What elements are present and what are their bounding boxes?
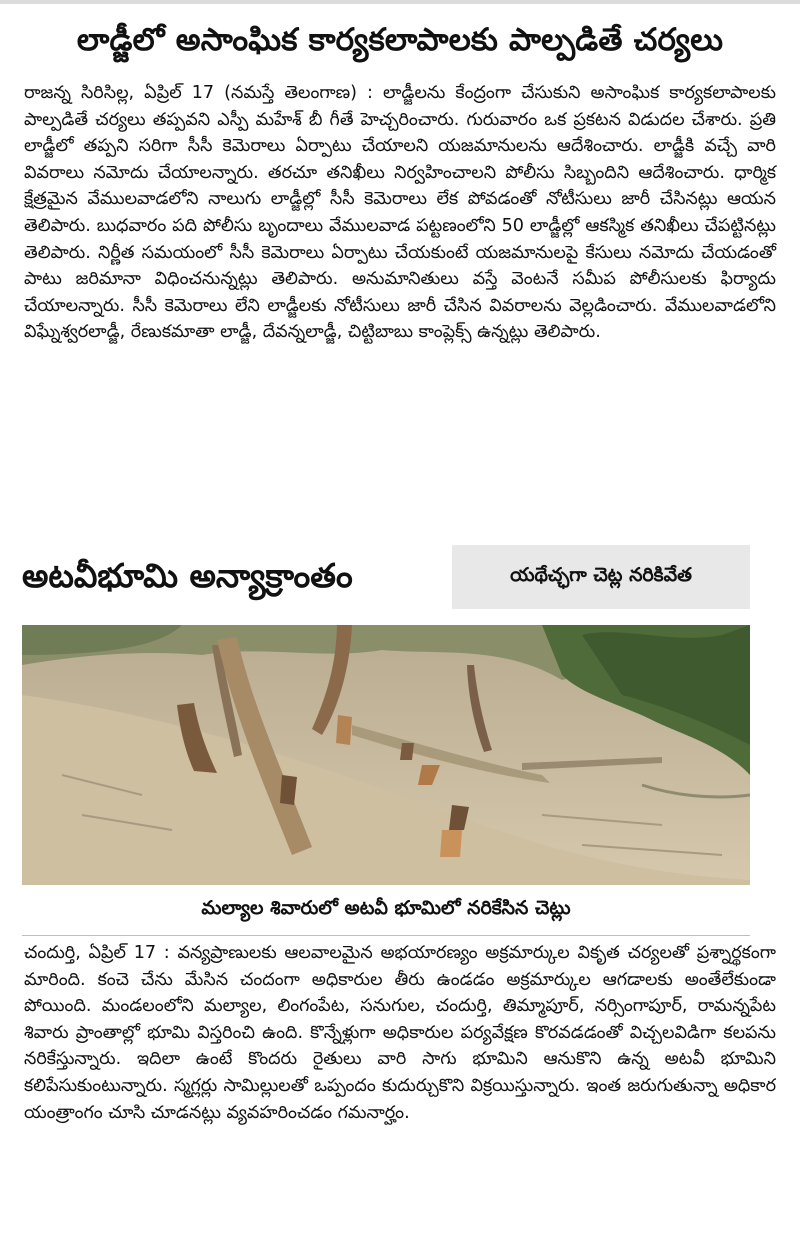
- article1-body: రాజన్న సిరిసిల్ల, ఏప్రిల్ 17 (నమస్తే తెలంగాణ) : లాడ్జీలను కేంద్రంగా చేసుకుని అసాంఘిక కార్యకలాపాలకు పాల్పడితే చర్యలు తప్పవని ఎస్పీ మహేశ్ బీ గీతే హెచ్చరించారు. గురువారం ఒక ప్రకటన విడుదల చేశారు. ప్రతి లాడ్జీలో తప్పని సరిగా సీసీ కెమెరాలు ఏర్పాటు చేయాలని యజమానులను ఆదేశించారు. లాడ్జీకి వచ్చే వారి వివరాలు నమోదు చేయాలన్నారు. తరచూ తనిఖీలు నిర్వహించాలని పోలీసు సిబ్బందిని ఆదేశించారు. ధార్మిక క్షేత్రమైన వేములవాడలోని నాలుగు లాడ్జీల్లో సీసీ కెమెరాలు లేక పోవడంతో నోటీసులు జారీ చేసినట్లు ఆయన తెలిపారు. బుధవారం పది పోలీసు బృందాలు వేములవాడ పట్టణంలోని 50 లాడ్జీల్లో ఆకస్మిక తనిఖీలు చేపట్టినట్లు తెలిపారు. నిర్ణీత సమయంలో సీసీ కెమెరాలు ఏర్పాటు చేయకుంటే యజమానులపై కేసులు నమోదు చేయడంతో పాటు జరిమానా విధించనున్నట్లు తెలిపారు. అనుమానితులు వస్తే వెంటనే సమీప పోలీసులకు ఫిర్యాదు చేయాలన్నారు. సీసీ కెమెరాలు లేని లాడ్జీలకు నోటీసులు జారీ చేసిన వివరాలను వెల్లడించారు. వేములవాడలోని విఘ్నేశ్వరలాడ్జీ, రేణుకమాతా లాడ్జీ, దేవన్నలాడ్జీ, చిట్టిబాబు కాంప్లెక్స్ ఉన్నట్లు తెలిపారు.: [24, 83, 776, 343]
- forest-photo-illustration: [22, 625, 750, 885]
- article1-headline: లాడ్జీలో అసాంఘిక కార్యకలాపాలకు పాల్పడితే చర్యలు: [76, 22, 724, 58]
- photo-caption: మల్యాల శివారులో అటవీ భూమిలో నరికేసిన చెట్లు: [201, 896, 571, 919]
- article2-subheadline-box: [452, 545, 750, 609]
- article2-body: చందుర్తి, ఏప్రిల్ 17 : వన్యప్రాణులకు ఆలవాలమైన అభయారణ్యం అక్రమార్కుల వికృత చర్యలతో ప్రశ్నార్థకంగా మారింది. కంచె చేను మేసిన చందంగా అధికారుల తీరు ఉండడం అక్రమార్కుల ఆగడాలకు అంతేలేకుండా పోయింది. మండలంలోని మల్యాల, లింగంపేట, సనుగుల, చందుర్తి, తిమ్మాపూర్, నర్సింగాపూర్, రామన్నపేట శివారు ప్రాంతాల్లో భూమి విస్తరించి ఉంది. కొన్నేళ్లుగా అధికారుల పర్యవేక్షణ కొరవడడంతో విచ్చలవిడిగా కలపను నరికేస్తున్నారు. ఇదిలా ఉంటే కొందరు రైతులు వారి సాగు భూమిని ఆనుకొని ఉన్న అటవీ భూమిని కలిపేసుకుంటున్నారు. స్మగ్లర్లు సామిల్లులతో ఒప్పందం కుదుర్చుకొని విక్రయిస్తున్నారు. ఇంత జరుగుతున్నా అధికార యంత్రాంగం చూసి చూడనట్లు వ్యవహరించడం గమనార్హం.: [24, 943, 776, 1123]
- top-border: [0, 0, 800, 4]
- photo-caption-bar: [22, 885, 750, 936]
- felled-trees-photo: [22, 625, 750, 885]
- article2-headline: అటవీభూమి అన్యాక్రాంతం: [22, 556, 353, 595]
- article2-subheadline: యథేచ్ఛగా చెట్ల నరికివేత: [510, 563, 692, 586]
